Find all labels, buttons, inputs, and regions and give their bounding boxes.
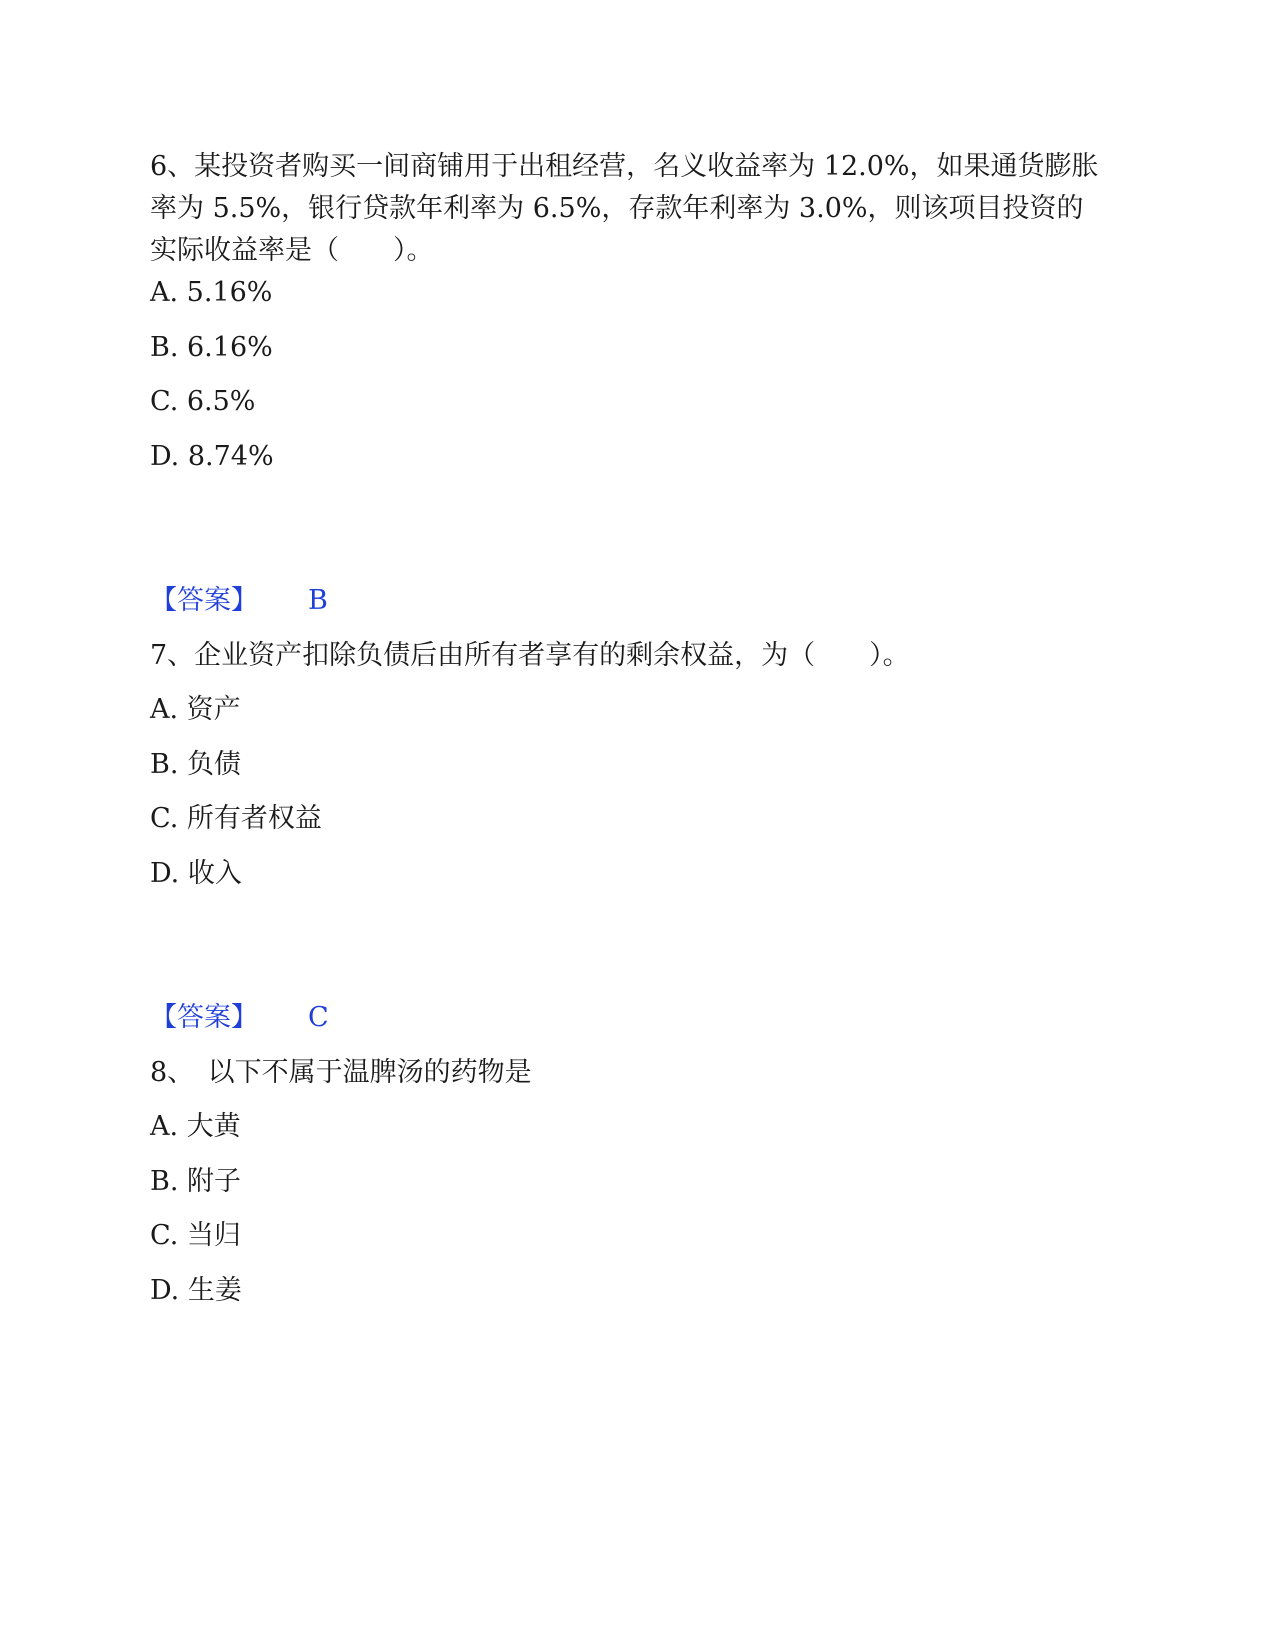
question-7-option-c: C. 所有者权益 <box>150 803 322 834</box>
question-6-stem: 6、某投资者购买一间商铺用于出租经营，名义收益率为 12.0%，如果通货膨胀率为 5.5%，银行贷款年利率为 6.5%，存款年利率为 3.0%，则该项目投资的实际收益率是（ ）。 <box>150 151 1099 266</box>
question-7-option-a: A. 资产 <box>150 694 241 725</box>
question-7-answer <box>150 997 329 1039</box>
question-6-option-b: B. 6.16% <box>150 332 273 363</box>
question-7-option-b: B. 负债 <box>150 749 242 780</box>
answer-label: 【答案】 <box>150 1002 258 1033</box>
answer-value: B <box>308 585 328 616</box>
answer-value: C <box>308 1002 329 1033</box>
question-7-stem: 7、企业资产扣除负债后由所有者享有的剩余权益，为（ ）。 <box>150 640 910 671</box>
question-6-option-a: A. 5.16% <box>150 277 273 308</box>
question-8-option-a: A. 大黄 <box>150 1111 241 1142</box>
question-6-option-c: C. 6.5% <box>150 386 256 417</box>
question-7-option-d: D. 收入 <box>150 858 242 889</box>
question-8-option-d: D. 生姜 <box>150 1275 242 1306</box>
answer-label: 【答案】 <box>150 585 258 616</box>
question-8-option-c: C. 当归 <box>150 1220 241 1251</box>
question-8-option-b: B. 附子 <box>150 1166 242 1197</box>
question-8-stem: 8、 以下不属于温脾汤的药物是 <box>150 1057 532 1088</box>
question-6-option-d: D. 8.74% <box>150 441 274 472</box>
question-6-answer <box>150 580 328 622</box>
